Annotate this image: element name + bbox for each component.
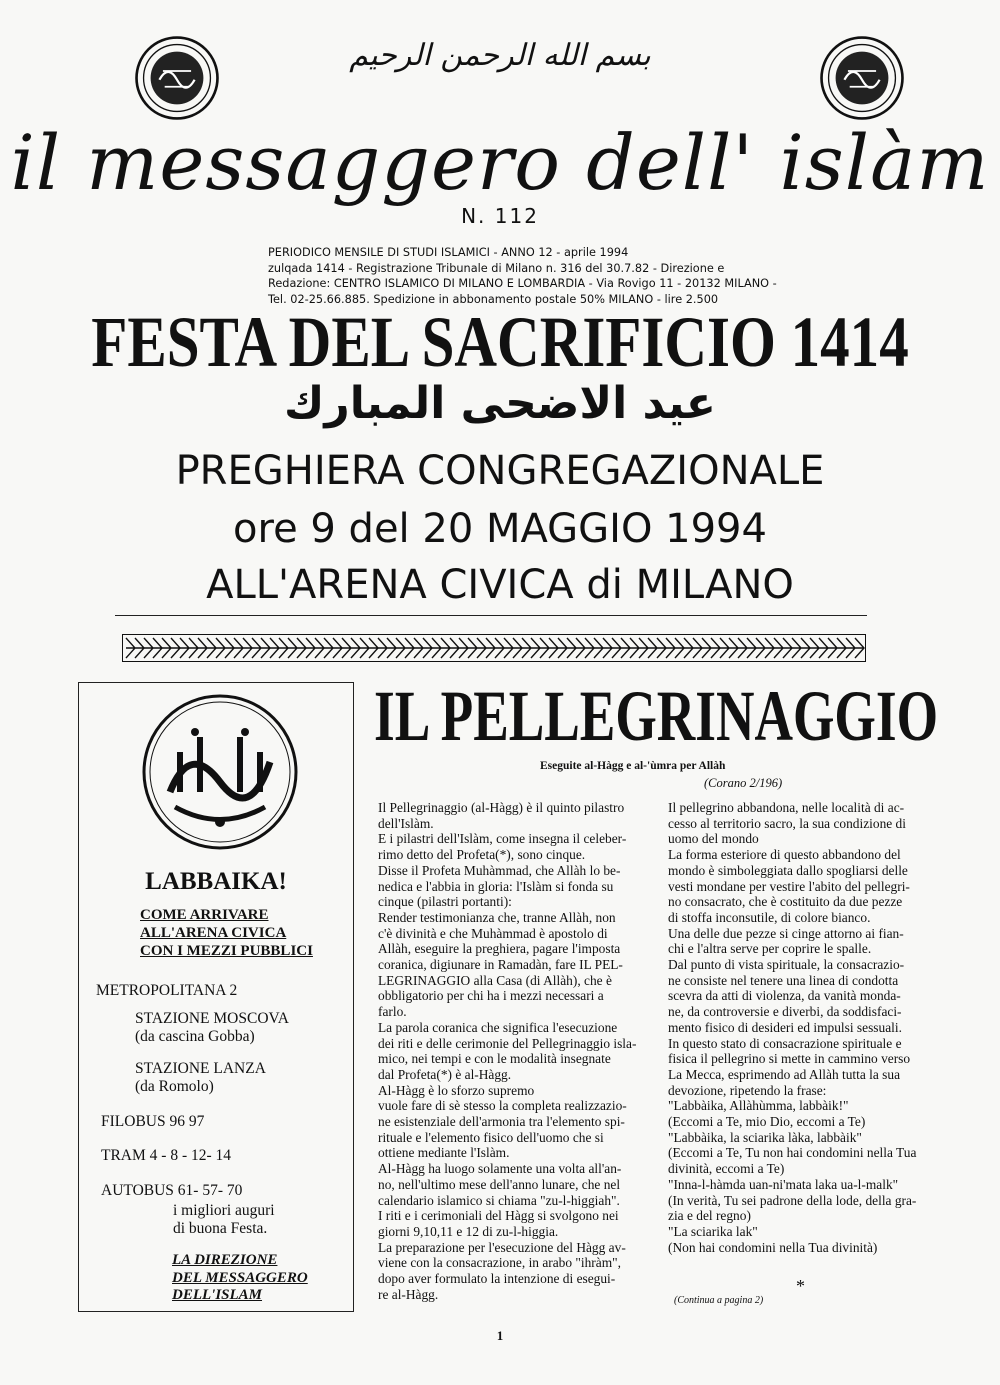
article-line: "Labbàika, la sciarika làka, labbàik" <box>668 1129 862 1145</box>
event-place-line: ALL'ARENA CIVICA di MILANO <box>206 562 794 608</box>
article-subtitle: Eseguite al-Hàgg e al-'ùmra per Allàh <box>540 760 726 772</box>
article-line: zia e del regno) <box>668 1208 751 1224</box>
divider-rule <box>115 615 867 616</box>
come-arrivare-line: ALL'ARENA CIVICA <box>140 925 287 941</box>
filobus-lines: FILOBUS 96 97 <box>101 1113 205 1130</box>
article-line: uomo del mondo <box>668 831 759 847</box>
article-line: Dal punto di vista spirituale, la consacrazio- <box>668 957 905 973</box>
article-line: mondo è simboleggiata dallo spogliarsi delle <box>668 862 908 878</box>
article-column-1 <box>378 800 658 1303</box>
bismillah-calligraphy: بسم الله الرحمن الرحيم <box>349 38 651 73</box>
stazione-lanza: STAZIONE LANZA <box>135 1060 266 1077</box>
article-line: cesso al territorio sacro, la sua condizione di <box>668 815 906 831</box>
direzione-line: LA DIREZIONE <box>172 1252 278 1268</box>
article-line: (Eccomi a Te, Tu non hai condomini nella Tua <box>668 1145 917 1161</box>
article-title: IL PELLEGRINAGGIO <box>374 676 939 756</box>
article-line: divinità, eccomi a Te) <box>668 1161 785 1177</box>
article-line: ne consiste nel tenere una linea di condotta <box>668 972 899 988</box>
article-line: "Labbàika, Allàhùmma, labbàik!" <box>668 1098 849 1114</box>
moscova-note: (da cascina Gobba) <box>135 1028 255 1045</box>
article-line: farlo. <box>378 1004 407 1020</box>
article-line: dopo aver formulato la intenzione di esegui- <box>378 1271 616 1287</box>
article-line: devozione, ripetendo la frase: <box>668 1082 827 1098</box>
continua-note: (Continua a pagina 2) <box>674 1295 764 1306</box>
article-line: chi e l'altra serve per coprire le spalle. <box>668 941 872 957</box>
article-line: ne esistenziale dell'armonia tra l'elemento spi- <box>378 1114 625 1130</box>
article-line: ottiene mediante l'Islàm. <box>378 1145 510 1161</box>
article-line: dei riti e delle cerimonie del Pellegrinaggio isla- <box>378 1035 637 1051</box>
article-line: coranica, digiunare in Ramadàn, fare IL PEL- <box>378 957 623 973</box>
publication-info <box>268 245 777 307</box>
issue-number: N. 112 <box>461 204 539 228</box>
lanza-note: (da Romolo) <box>135 1078 214 1095</box>
article-line: I riti e i cerimoniali del Hàgg si svolgono nei <box>378 1208 619 1224</box>
publication-info-line: zulqada 1414 - Registrazione Tribunale di Milano n. 316 del 30.7.82 - Direzione e <box>268 261 725 275</box>
publication-info-line: PERIODICO MENSILE DI STUDI ISLAMICI - ANNO 12 - aprile 1994 <box>268 246 629 259</box>
labbaika-calligraphy-medallion <box>140 692 300 852</box>
article-line: scevra da atti di violenza, da vanità monda- <box>668 988 901 1004</box>
article-line: LEGRINAGGIO alla Casa (di Allàh), che è <box>378 972 612 988</box>
labbaika-heading: LABBAIKA! <box>145 868 287 895</box>
article-line: viene con la consacrazione, in arabo "ihràm", <box>378 1255 621 1271</box>
article-line: no, nell'ultimo mese dell'anno lunare, che nel <box>378 1176 621 1192</box>
article-line: Una delle due pezze si cinge attorno ai fian- <box>668 925 904 941</box>
come-arrivare-line: CON I MEZZI PUBBLICI <box>140 943 313 959</box>
page-number: 1 <box>496 1328 504 1343</box>
article-line: "La sciarika lak" <box>668 1223 758 1239</box>
come-arrivare-heading <box>140 906 313 960</box>
article-line: giorni 9,10,11 e 12 di zu-l-higgia. <box>378 1223 559 1239</box>
article-line: Disse il Profeta Muhàmmad, che Allàh lo be- <box>378 862 621 878</box>
ornamental-border <box>122 634 866 662</box>
masthead-title: il messaggero dell' islàm <box>10 118 990 207</box>
article-line: In questo stato di consacrazione spirituale e <box>668 1035 902 1051</box>
publication-info-line: Redazione: CENTRO ISLAMICO DI MILANO E LOMBARDIA - Via Rovigo 11 - 20132 MILANO - <box>268 277 777 290</box>
article-line: dell'Islàm. <box>378 815 434 831</box>
metropolitana-label: METROPOLITANA 2 <box>96 982 238 999</box>
article-line: vesti mondane per vestire l'abito del pellegri- <box>668 878 910 894</box>
tram-lines: TRAM 4 - 8 - 12- 14 <box>101 1147 232 1164</box>
article-line: cinque (pilastri portanti): <box>378 894 512 910</box>
article-line: (In verità, Tu sei padrone della lode, della gra- <box>668 1192 917 1208</box>
article-line: dal Profeta(*) è al-Hàgg. <box>378 1066 512 1082</box>
article-line: ne, da controversie e diverbi, da soddisfaci- <box>668 1004 902 1020</box>
direzione-signature <box>172 1252 308 1305</box>
article-line: rituale e l'elemento fisico dell'uomo che si <box>378 1129 604 1145</box>
article-line: c'è divinità e che Muhàmmad è apostolo di <box>378 925 608 941</box>
article-line: "Inna-l-hàmda uan-ni'mata laka ua-l-malk" <box>668 1176 899 1192</box>
article-line: La Mecca, esprimendo ad Allàh tutta la sua <box>668 1066 901 1082</box>
article-line: calendario islamico si chiama "zu-l-higgiah". <box>378 1192 620 1208</box>
article-column-2 <box>668 800 958 1255</box>
direzione-line: DELL'ISLAM <box>172 1287 263 1303</box>
article-line: obbligatorio per chi ha i mezzi necessari a <box>378 988 604 1004</box>
article-line: La preparazione per l'esecuzione del Hàgg av- <box>378 1239 626 1255</box>
article-citation: (Corano 2/196) <box>704 776 783 790</box>
article-line: Allàh, eseguire la preghiera, pagare l'imposta <box>378 941 621 957</box>
article-line: La parola coranica che significa l'esecuzione <box>378 1019 618 1035</box>
direzione-line: DEL MESSAGGERO <box>172 1269 308 1286</box>
article-line: (Eccomi a Te, mio Dio, eccomi a Te) <box>668 1114 866 1130</box>
article-line: mento fisico di desideri ed impulsi sessuali. <box>668 1019 902 1035</box>
article-line: Al-Hàgg ha luogo solamente una volta all'an- <box>378 1161 622 1177</box>
article-line: rimo detto del Profeta(*), sono cinque. <box>378 847 586 863</box>
article-line: Al-Hàgg è lo sforzo supremo <box>378 1082 535 1098</box>
article-line: Il Pellegrinaggio (al-Hàgg) è il quinto pilastro <box>378 800 625 815</box>
article-line: mico, nei tempi e con le modalità insegnate <box>378 1051 611 1067</box>
auguri-line: di buona Festa. <box>173 1220 268 1237</box>
article-line: Render testimonianza che, tranne Allàh, non <box>378 909 616 925</box>
end-asterisk: * <box>796 1276 805 1296</box>
article-line: re al-Hàgg. <box>378 1286 439 1302</box>
article-line: (Non hai condomini nella Tua divinità) <box>668 1239 878 1255</box>
article-line: E i pilastri dell'Islàm, come insegna il celeber- <box>378 831 627 847</box>
come-arrivare-line: COME ARRIVARE <box>140 907 269 923</box>
stazione-moscova: STAZIONE MOSCOVA <box>135 1010 289 1027</box>
article-line: fisica il pellegrino si mette in cammino verso <box>668 1051 911 1067</box>
article-line: no consacrato, che è costituito da due pezze <box>668 894 903 910</box>
event-headline: FESTA DEL SACRIFICIO 1414 <box>91 302 909 382</box>
article-line: nedica e l'abbia in gloria: l'Islàm si fonda su <box>378 878 614 894</box>
auguri-line: i migliori auguri <box>173 1202 275 1219</box>
article-line: La forma esteriore di questo abbandono del <box>668 847 901 863</box>
eid-arabic-title: عيد الاضحى المبارك <box>284 378 716 429</box>
event-prayer-line: PREGHIERA CONGREGAZIONALE <box>175 448 825 494</box>
publication-info-line: Tel. 02-25.66.885. Spedizione in abbonamento postale 50% MILANO - lire 2.500 <box>268 292 719 306</box>
article-line: Il pellegrino abbandona, nelle località di ac- <box>668 800 905 815</box>
article-line: vuole fare di sè stesso la completa realizzazio- <box>378 1098 627 1114</box>
autobus-lines: AUTOBUS 61- 57- 70 <box>101 1182 243 1199</box>
article-line: di stoffa inconsutile, di colore bianco. <box>668 909 871 925</box>
event-time-line: ore 9 del 20 MAGGIO 1994 <box>233 506 767 552</box>
